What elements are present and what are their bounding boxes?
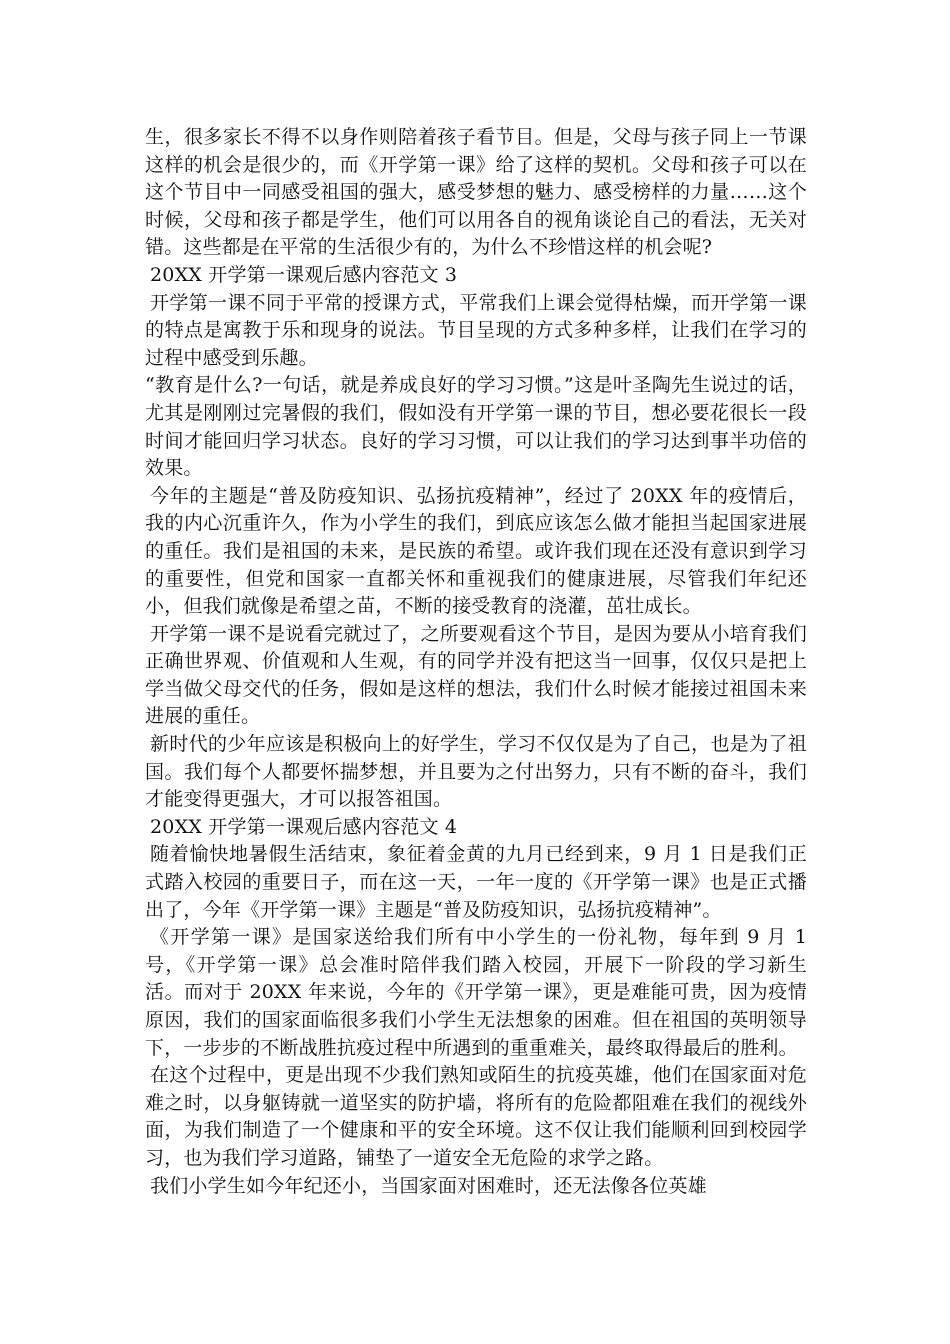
section-heading-4: 20XX 开学第一课观后感内容范文 4 bbox=[150, 815, 458, 838]
paragraph-5: 开学第一课不是说看完就过了，之所要观看这个节目，是因为要从小培育我们正确世界观、价值观和人生观，有的同学并没有把这当一回事，仅仅只是把上学当做父母交代的任务，假如是这样的想法，我们什么时候才能接过祖国未来进展的重任。 bbox=[145, 622, 807, 728]
paragraph-9: 在这个过程中，更是出现不少我们熟知或陌生的抗疫英雄，他们在国家面对危难之时，以身躯铸就一道坚实的防护墙，将所有的危险都阻难在我们的视线外面，为我们制造了一个健康和平的安全环境。这不仅让我们能顺利回到校园学习，也为我们学习道路，铺垫了一道安全无危险的求学之路。 bbox=[145, 1064, 807, 1169]
paragraph-10: 我们小学生如今年纪还小，当国家面对困难时，还无法像各位英雄 bbox=[150, 1174, 707, 1197]
paragraph-8: 《开学第一课》是国家送给我们所有中小学生的一份礼物，每年到 9 月 1 号，《开学第一课》总会准时陪伴我们踏入校园，开展下一阶段的学习新生活。而对于 20XX 年来说，今年的《开学第一课》，更是难能可贵，因为疫情原因，我们的国家面临很多我们小学生无法想象的困难。但在祖国的英明领导下，一步步的不断战胜抗疫过程中所遇到的重重难关，最终取得最后的胜利。 bbox=[145, 926, 807, 1059]
paragraph-4: 今年的主题是“普及防疫知识、弘扬抗疫精神”，经过了 20XX 年的疫情后，我的内心沉重许久，作为小学生的我们，到底应该怎么做才能担当起国家进展的重任。我们是祖国的未来，是民族的希望。或许我们现在还没有意识到学习的重要性，但党和国家一直都关怀和重视我们的健康进展，尽管我们年纪还小，但我们就像是希望之苗，不断的接受教育的浇灌，茁壮成长。 bbox=[145, 484, 807, 618]
document-page bbox=[145, 124, 807, 1200]
paragraph-7: 随着愉快地暑假生活结束，象征着金黄的九月已经到来，9 月 1 日是我们正式踏入校园的重要日子，而在这一天，一年一度的《开学第一课》也是正式播出了，今年《开学第一课》主题是“普及防疫知识，弘扬抗疫精神”。 bbox=[145, 843, 807, 921]
section-heading-3: 20XX 开学第一课观后感内容范文 3 bbox=[150, 263, 458, 286]
paragraph-3: “教育是什么?一句话，就是养成良好的学习习惯。”这是叶圣陶先生说过的话，尤其是刚刚过完暑假的我们，假如没有开学第一课的节目，想必要花很长一段时间才能回归学习状态。良好的学习习惯，可以让我们的学习达到事半功倍的效果。 bbox=[145, 374, 807, 480]
paragraph-2: 开学第一课不同于平常的授课方式，平常我们上课会觉得枯燥，而开学第一课的特点是寓教于乐和现身的说法。节目呈现的方式多种多样，让我们在学习的过程中感受到乐趣。 bbox=[145, 291, 807, 369]
paragraph-1: 生，很多家长不得不以身作则陪着孩子看节目。但是，父母与孩子同上一节课这样的机会是很少的，而《开学第一课》给了这样的契机。父母和孩子可以在这个节目中一同感受祖国的强大，感受梦想的魅力、感受榜样的力量……这个时候，父母和孩子都是学生，他们可以用各自的视角谈论自己的看法，无关对错。这些都是在平常的生活很少有的，为什么不珍惜这样的机会呢? bbox=[145, 126, 807, 259]
paragraph-6: 新时代的少年应该是积极向上的好学生，学习不仅仅是为了自己，也是为了祖国。我们每个人都要怀揣梦想，并且要为之付出努力，只有不断的奋斗，我们才能变得更强大，才可以报答祖国。 bbox=[145, 733, 807, 811]
